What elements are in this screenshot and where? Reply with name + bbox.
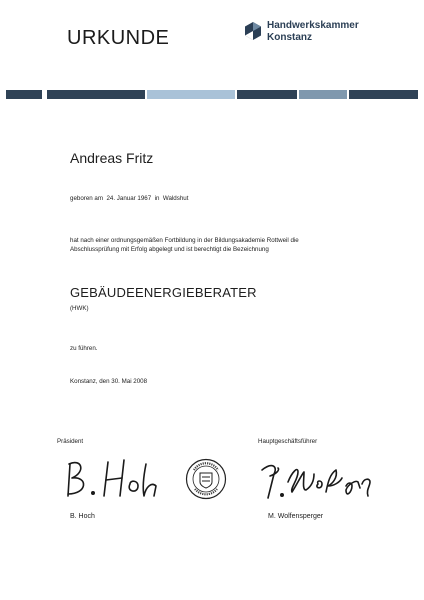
president-name: B. Hoch bbox=[70, 513, 95, 520]
closing-text: zu führen. bbox=[70, 345, 98, 352]
manager-role: Hauptgeschäftsführer bbox=[258, 438, 318, 445]
place-date: Konstanz, den 30. Mai 2008 bbox=[70, 378, 148, 385]
document-title: URKUNDE bbox=[67, 27, 170, 49]
manager-name: M. Wolfensperger bbox=[268, 513, 324, 520]
body-line-2: Abschlussprüfung mit Erfolg abgelegt und ist berechtigt die Bezeichnung bbox=[70, 246, 269, 253]
recipient-name: Andreas Fritz bbox=[70, 150, 154, 166]
president-signature bbox=[60, 452, 170, 502]
president-role: Präsident bbox=[57, 438, 84, 445]
birth-line: geboren am 24. Januar 1967 in Waldshut bbox=[70, 195, 189, 202]
logo-line-1: Handwerkskammer bbox=[267, 20, 359, 31]
manager-signature bbox=[258, 452, 378, 502]
body-text bbox=[70, 236, 370, 254]
designation-abbr: (HWK) bbox=[70, 305, 89, 312]
body-line-1: hat nach einer ordnungsgemäßen Fortbildung in der Bildungsakademie Rottweil die bbox=[70, 237, 299, 244]
chamber-seal bbox=[185, 458, 227, 500]
hwk-logo-icon bbox=[243, 21, 263, 41]
chamber-logo bbox=[243, 18, 378, 52]
designation: GEBÄUDEENERGIEBERATER bbox=[70, 285, 257, 300]
header-stripe bbox=[6, 90, 418, 99]
logo-line-2: Konstanz bbox=[267, 32, 312, 43]
